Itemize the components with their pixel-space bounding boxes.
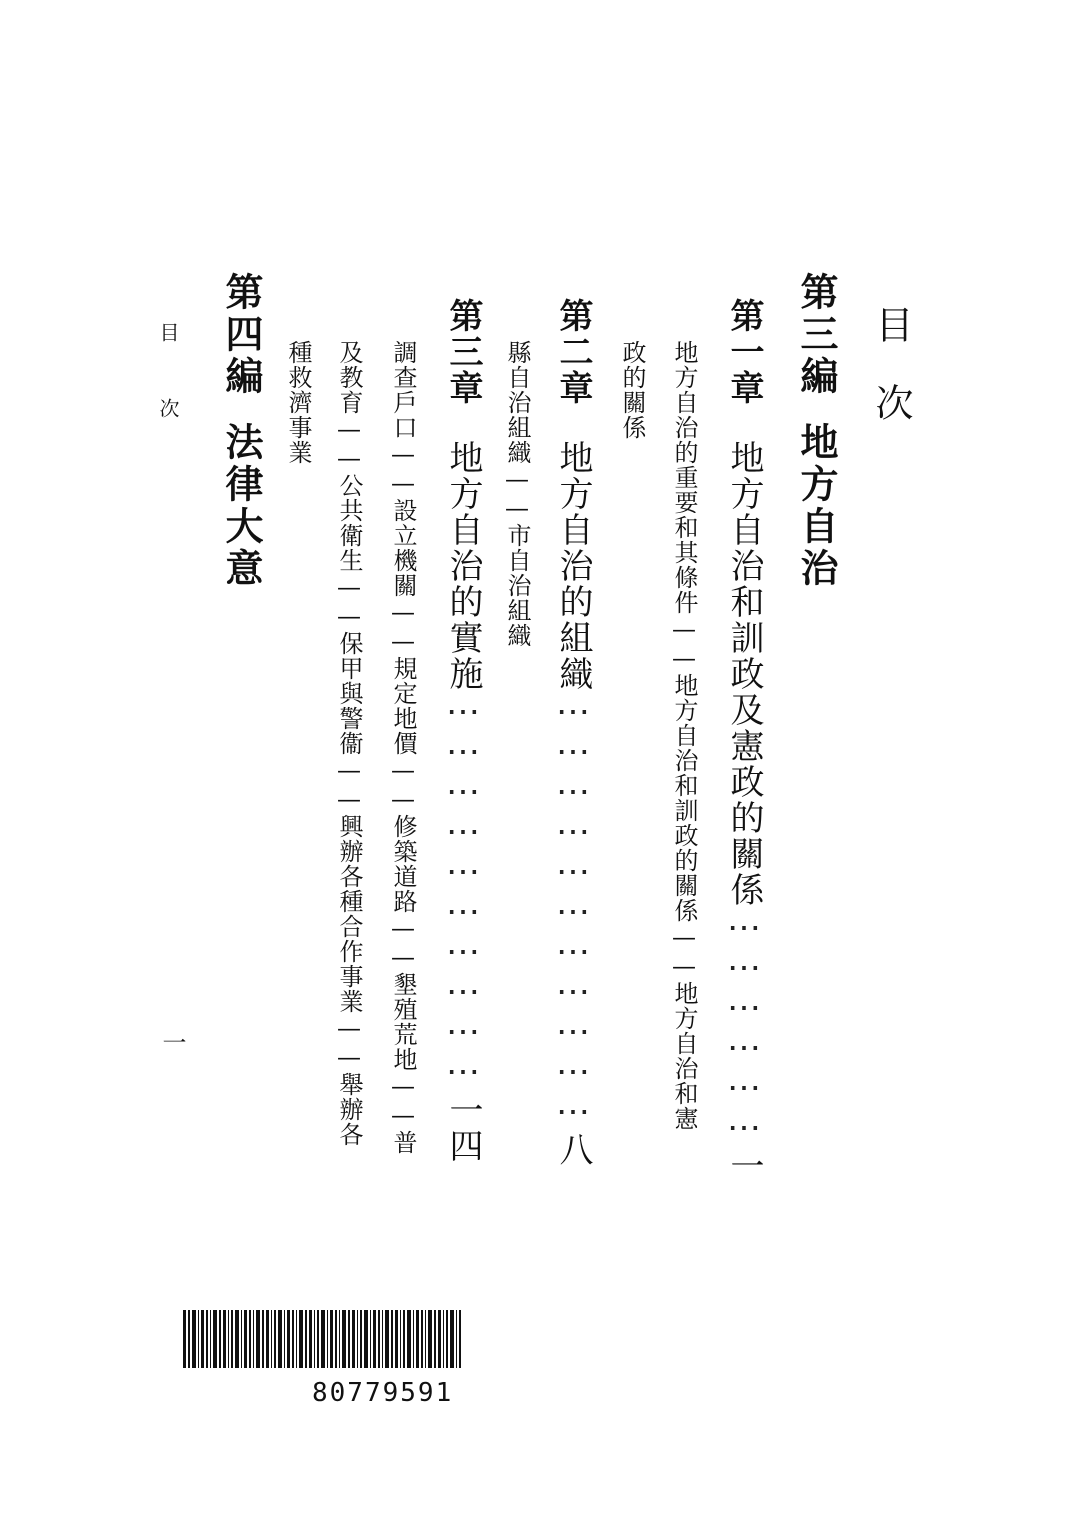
chapter2-label: 第二章 [553, 298, 593, 406]
chapter3-title: 地方自治的實施 [443, 440, 483, 692]
toc-heading-right: 次 [869, 383, 913, 461]
chapter2-leader-dots: ⋯⋯⋯⋯⋯⋯⋯⋯⋯⋯⋯ [553, 692, 593, 1132]
chapter3-entry[interactable] [443, 298, 483, 1164]
page-number: 一 [158, 1030, 186, 1054]
part3-label: 第三編 [794, 272, 839, 398]
chapter1-page: 一 [724, 1148, 764, 1184]
chapter2-title: 地方自治的組織 [553, 440, 593, 692]
chapter3-label: 第三章 [443, 298, 483, 406]
chapter1-label: 第一章 [724, 298, 764, 406]
chapter1-subtopics-line2: 政的關係 [618, 340, 646, 440]
part4-label: 第四編 [219, 272, 264, 398]
chapter2-subtopics-line1: 縣自治組織——市自治組織 [503, 340, 531, 648]
toc-heading [869, 305, 913, 461]
toc-heading-left: 目 [869, 305, 913, 383]
chapter2-entry[interactable] [553, 298, 593, 1168]
running-head-left: 目 [156, 322, 180, 398]
running-head [158, 322, 178, 474]
chapter2-page: 八 [553, 1132, 593, 1168]
chapter1-subtopics-line1: 地方自治的重要和其條件——地方自治和訓政的關係——地方自治和憲 [670, 340, 698, 1131]
chapter1-leader-dots: ⋯⋯⋯⋯⋯⋯ [724, 908, 764, 1148]
part4-heading [219, 272, 264, 590]
chapter3-subtopics-line1: 調查戶口——設立機關——規定地價——修築道路——墾殖荒地——普 [389, 340, 417, 1155]
part4-title: 法律大意 [219, 422, 264, 590]
chapter3-page: 一四 [443, 1092, 483, 1164]
running-head-right: 次 [156, 398, 180, 474]
part3-title: 地方自治 [794, 422, 839, 590]
chapter3-leader-dots: ⋯⋯⋯⋯⋯⋯⋯⋯⋯⋯ [443, 692, 483, 1092]
chapter3-subtopics-line2: 及教育——公共衛生——保甲與警衞——興辦各種合作事業——舉辦各 [335, 340, 363, 1147]
barcode-number: 80779591 [312, 1378, 454, 1408]
chapter1-entry[interactable] [724, 298, 764, 1184]
part3-heading [794, 272, 839, 590]
chapter3-subtopics-line3: 種救濟事業 [284, 340, 312, 465]
barcode-image [183, 1310, 461, 1368]
chapter1-title: 地方自治和訓政及憲政的關係 [724, 440, 764, 908]
